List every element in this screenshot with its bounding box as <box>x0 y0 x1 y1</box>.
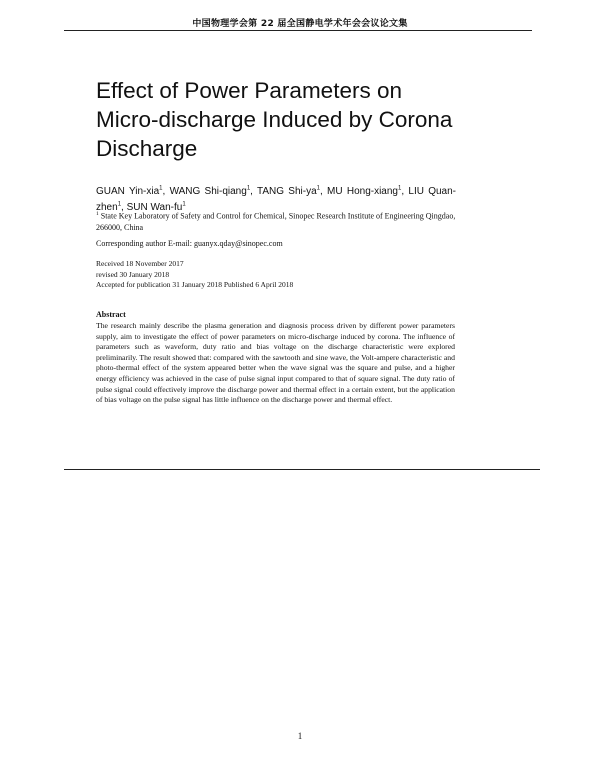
paper-title <box>96 76 496 163</box>
title-line: Effect of Power Parameters on <box>96 78 402 103</box>
title-line: Discharge <box>96 136 198 161</box>
corresponding-author: Corresponding author E-mail: guanyx.qday@sinopec.com <box>96 239 283 248</box>
abstract-heading: Abstract <box>96 310 126 319</box>
author-name: SUN Wan-fu <box>126 201 183 213</box>
author-affiliation-mark: 1 <box>159 186 163 192</box>
author-affiliation-mark: 1 <box>246 186 251 192</box>
received-date: Received 18 November 2017 <box>96 259 184 268</box>
running-header: 中国物理学会第 22 届全国静电学术年会会议论文集 <box>192 19 408 29</box>
page-number: 1 <box>297 731 303 741</box>
author-name: TANG Shi-ya <box>257 186 317 198</box>
author-affiliation-mark: 1 <box>117 201 122 208</box>
abstract-text: The research mainly describe the plasma generation and diagnosis process driven by different power parameters supply, aim to investigate the effect of power parameters on micro-discharge induced by corona. The influence of parameters such as waveform, duty ratio and bias voltage on the discharge characteristic were explored preliminarily. The result showed that: compared with the sawtooth and sine wave, the Volt-ampere characteristic and photo-thermal effect of the system appeared better when the wave signal was the square and pulse, and a higher energy efficiency was achieved in the case of pulse signal input compared to that of square signal. The duty ratio of pulse signal could effectively improve the discharge power and thermal effect in a certain extent, but the application of bias voltage on the pulse signal has little influence on the discharge power and thermal effect. <box>96 321 455 405</box>
accepted-date: Accepted for publication 31 January 2018 Published 6 April 2018 <box>96 280 294 289</box>
author: GUAN Yin-xia$^1$, <box>96 186 166 198</box>
author: TANG Shi-$ya^1$, <box>257 186 323 198</box>
author-affiliation-mark: 1 <box>316 186 320 192</box>
author-name: GUAN Yin-xia <box>96 186 160 198</box>
author-affiliation-mark: 1 <box>398 186 402 192</box>
article-history <box>96 259 456 291</box>
author: WANG Shi-qiang$^1$, <box>169 186 253 198</box>
affiliation <box>96 209 456 233</box>
affiliation-text: State Key Laboratory of Safety and Control for Chemical, Sinopec Research Institute of Engineering Qingdao, 266000, China <box>96 211 456 232</box>
author-name: MU Hong-xiang <box>327 186 398 198</box>
header-rule <box>64 30 532 31</box>
revised-date: revised 30 January 2018 <box>96 269 170 279</box>
title-line: Micro-discharge Induced by Corona <box>96 107 453 132</box>
author-affiliation-mark: 1 <box>182 201 186 208</box>
section-rule <box>64 469 540 470</box>
author: LIU Quan-zhen$^1$, <box>96 186 456 213</box>
author: MU Hong-xiang$^1$, <box>327 186 405 198</box>
author-name: LIU Quan-zhen <box>96 186 456 213</box>
affiliation-mark: 1 <box>96 211 99 217</box>
author-name: WANG Shi-qiang <box>169 186 247 198</box>
